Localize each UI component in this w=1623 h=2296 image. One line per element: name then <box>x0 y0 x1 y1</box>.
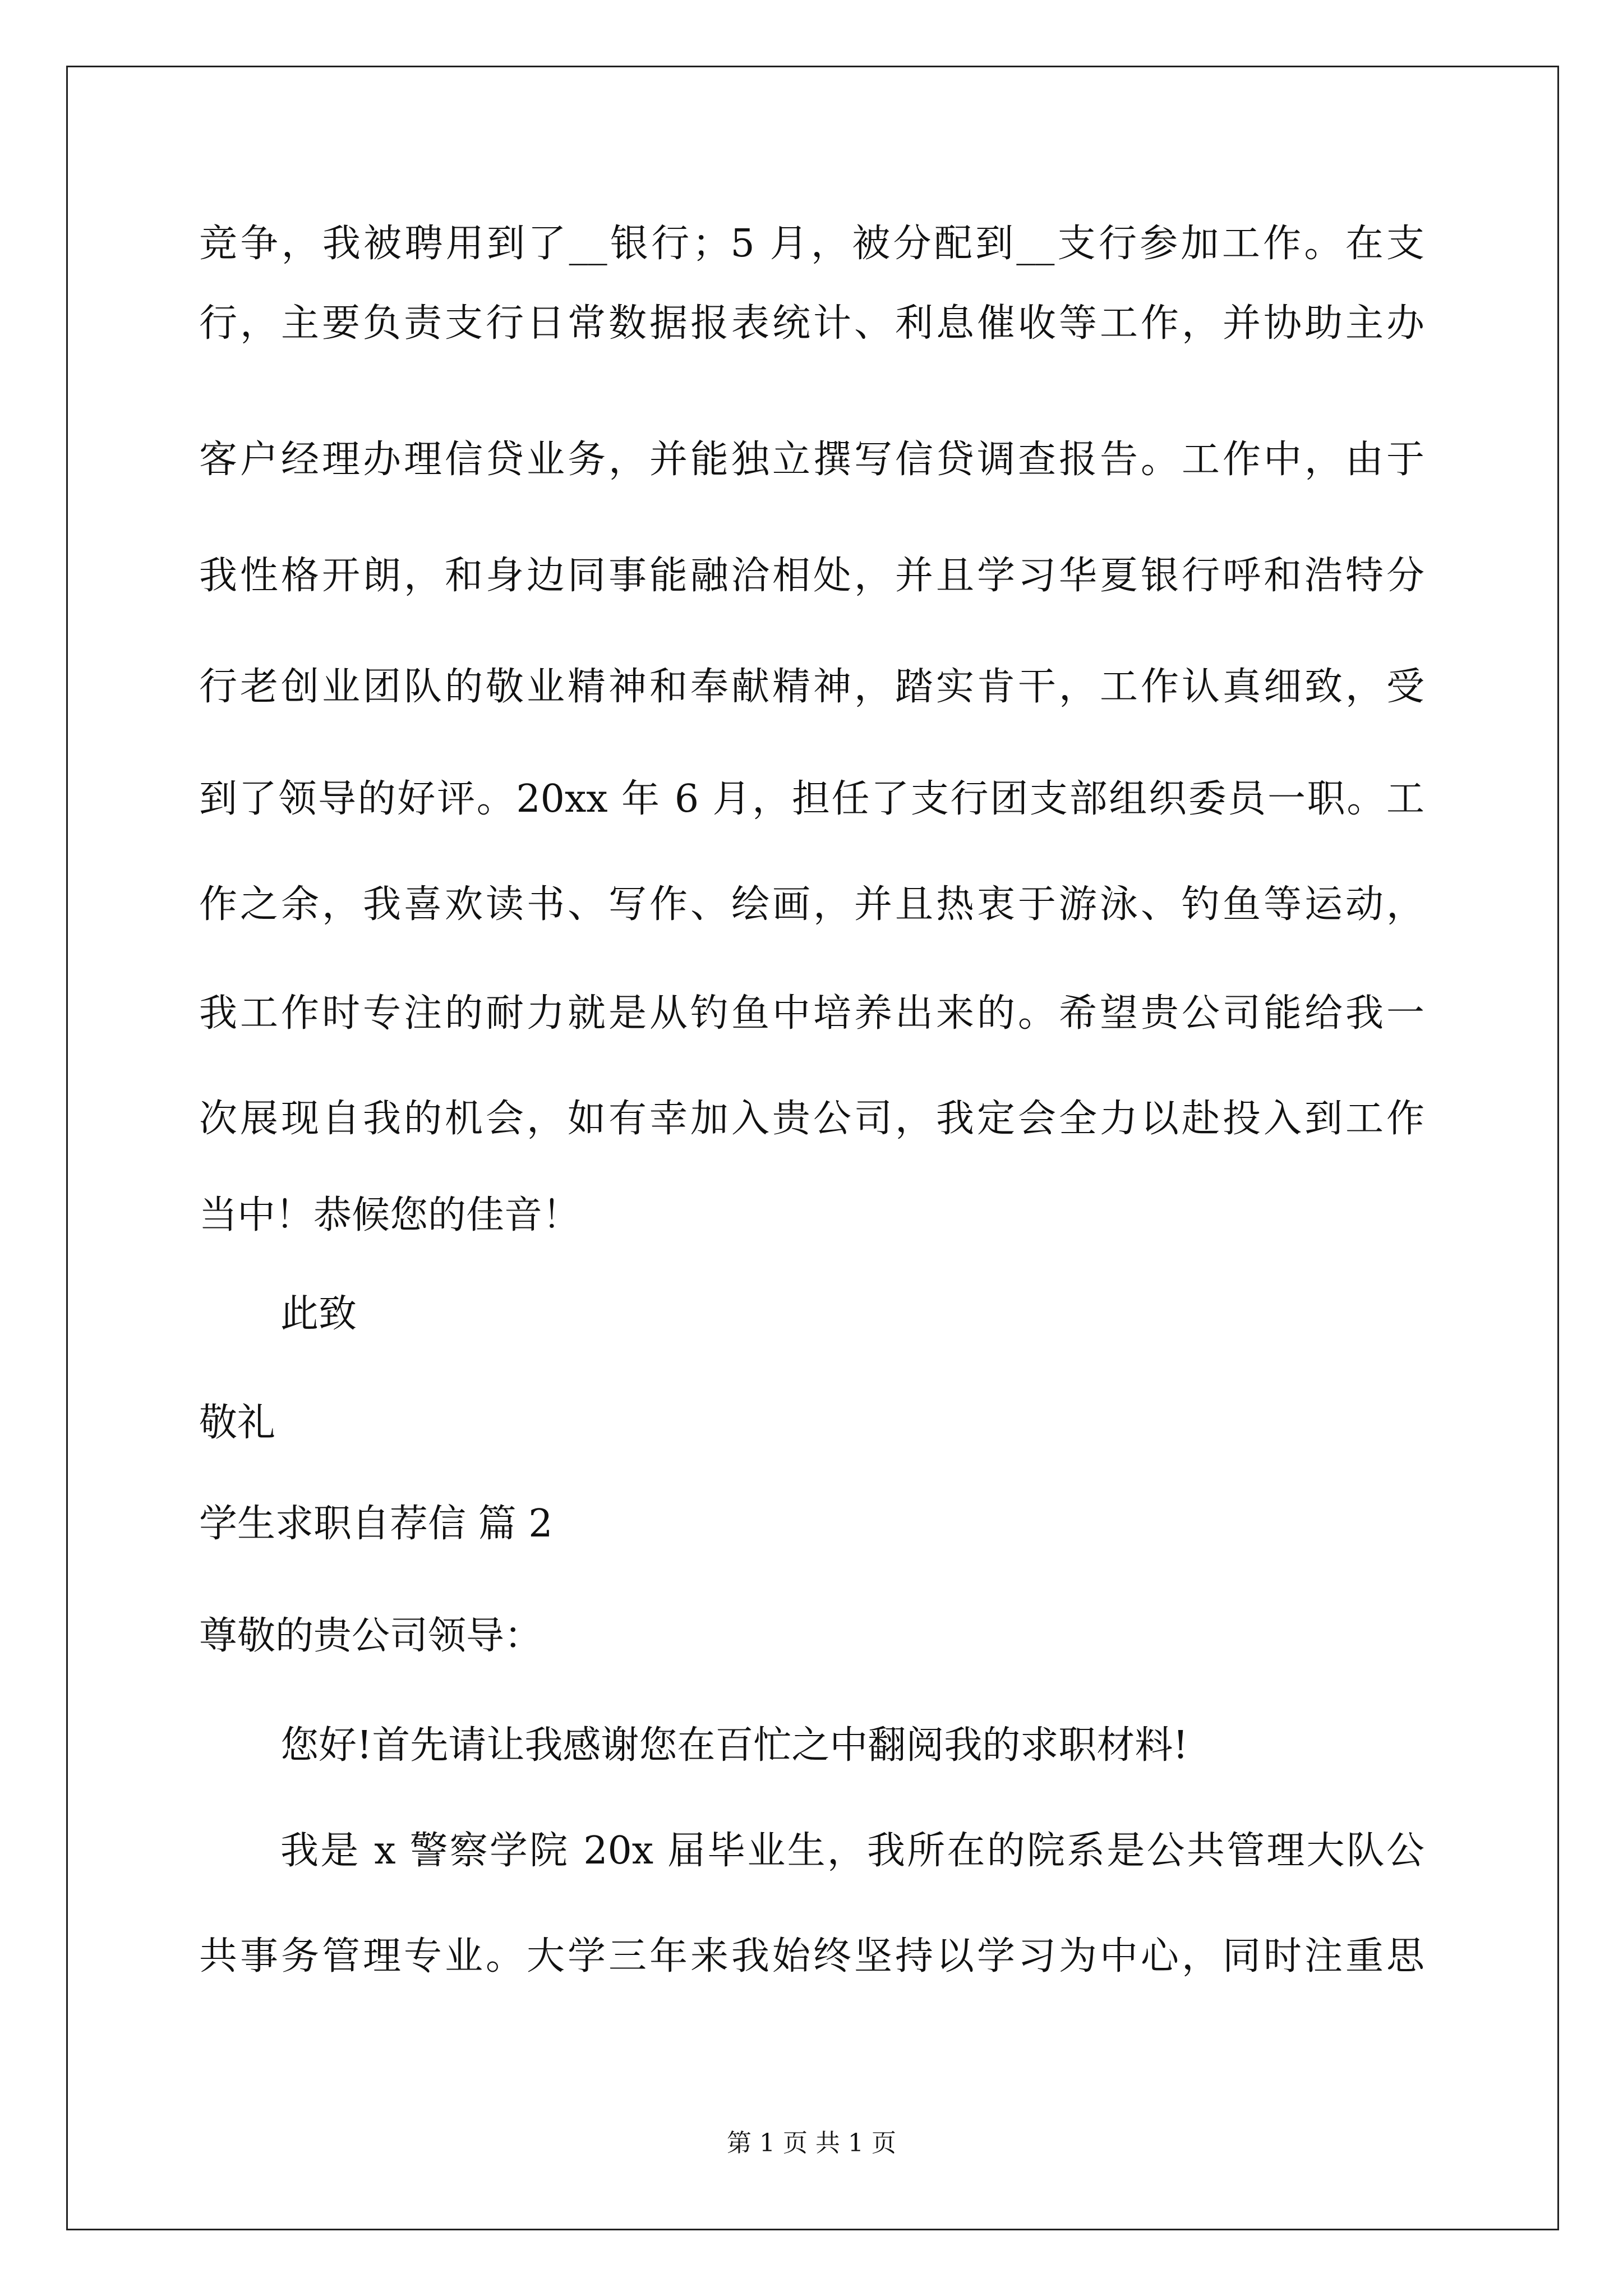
salutation-text: 敬礼 <box>199 1401 276 1445</box>
letter2-para1: 您好!首先请让我感谢您在百忙之中翻阅我的求职材料! <box>280 1723 1188 1768</box>
letter2-para2-line-2: 共事务管理专业。大学三年来我始终坚持以学习为中心，同时注重思 <box>199 1934 1424 1978</box>
letter1-line-2: 行，主要负责支行日常数据报表统计、利息催收等工作，并协助主办 <box>199 301 1424 346</box>
letter1-line-5: 行老创业团队的敬业精神和奉献精神，踏实肯干，工作认真细致，受 <box>199 665 1424 709</box>
letter1-line-7: 作之余，我喜欢读书、写作、绘画，并且热衷于游泳、钓鱼等运动， <box>199 882 1424 927</box>
letter2-title: 学生求职自荐信 篇 2 <box>199 1502 553 1546</box>
letter1-line-3: 客户经理办理信贷业务，并能独立撰写信贷调查报告。工作中，由于 <box>199 438 1424 482</box>
letter1-line-10: 当中！恭候您的佳音！ <box>199 1193 581 1237</box>
letter1-line-4: 我性格开朗，和身边同事能融洽相处，并且学习华夏银行呼和浩特分 <box>199 554 1424 598</box>
page-number-footer: 第 1 页 共 1 页 <box>727 2129 896 2157</box>
letter1-line-6: 到了领导的好评。20xx 年 6 月，担任了支行团支部组织委员一职。工 <box>199 777 1424 821</box>
letter2-para2-line-1: 我是 x 警察学院 20x 届毕业生，我所在的院系是公共管理大队公 <box>280 1829 1424 1873</box>
closing-text: 此致 <box>280 1292 357 1336</box>
letter1-line-9: 次展现自我的机会，如有幸加入贵公司，我定会全力以赴投入到工作 <box>199 1097 1424 1141</box>
letter2-greeting: 尊敬的贵公司领导： <box>199 1614 543 1658</box>
letter1-line-8: 我工作时专注的耐力就是从钓鱼中培养出来的。希望贵公司能给我一 <box>199 991 1424 1036</box>
page-frame <box>66 66 1559 2230</box>
letter1-line-1: 竞争，我被聘用到了__银行；5 月，被分配到__支行参加工作。在支 <box>199 222 1424 266</box>
